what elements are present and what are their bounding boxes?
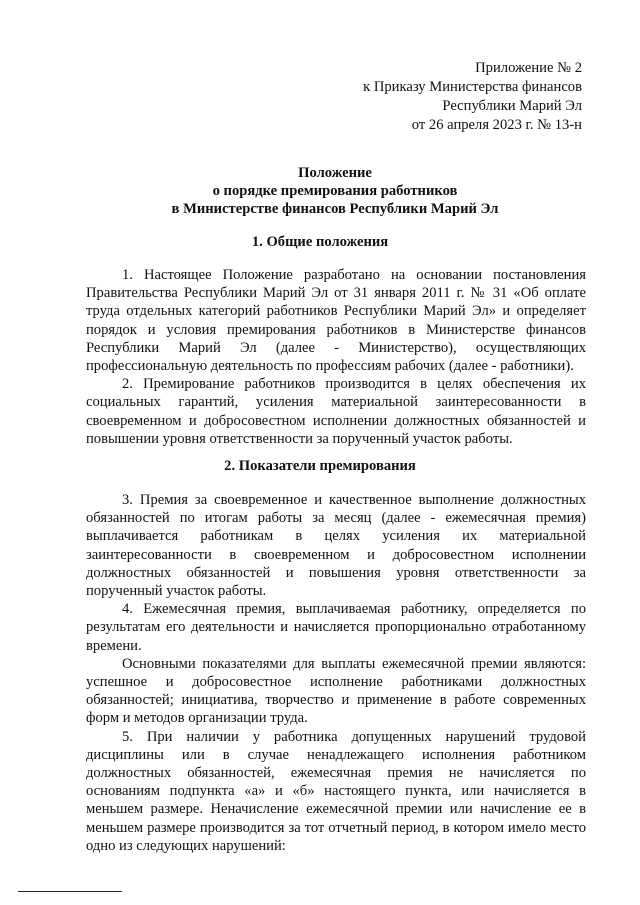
appendix-line: Республики Марий Эл — [442, 98, 582, 114]
paragraph: 1. Настоящее Положение разработано на основании постановления Правительства Республики Марий Эл от 31 января 2011 г. № 31 «Об оплате труда отдельных категорий работников Республики Марий Эл» и определяет порядок и условия премирования работников в Министерстве финансов Республики Марий Эл (далее - Министерство), осуществляющих профессиональную деятельность по профессиям рабочих (далее - работники). — [86, 267, 586, 375]
footnote-separator — [18, 891, 122, 892]
section-heading-general: 1. Общие положения — [251, 234, 389, 250]
document-title — [0, 164, 640, 218]
section-heading-bonus-indicators: 2. Показатели премирования — [224, 458, 416, 474]
section-body-general — [86, 266, 586, 448]
appendix-line: к Приказу Министерства финансов — [363, 79, 582, 95]
paragraph: 3. Премия за своевременное и качественное выполнение должностных обязанностей по итогам работы за месяц (далее - ежемесячная премия) выплачивается работникам в целях усиления их материальной заинтересованности в своевременном и добросовестном исполнении должностных обязанностей и повышения уровня ответственности за порученный участок работы. — [86, 492, 586, 600]
appendix-block — [363, 59, 582, 135]
title-line: в Министерстве финансов Республики Марий Эл — [171, 201, 499, 217]
paragraph: 2. Премирование работников производится в целях обеспечения их социальных гарантий, усиления материальной заинтересованности в своевременном и добросовестном исполнении должностных обязанностей и повышении уровня ответственности за порученный участок работы. — [86, 376, 586, 447]
appendix-line: от 26 апреля 2023 г. № 13-н — [411, 117, 582, 133]
section-body-bonus-indicators — [86, 491, 586, 855]
paragraph: 5. При наличии у работника допущенных нарушений трудовой дисциплины или в случае ненадлежащего исполнения работником должностных обязанностей, ежемесячная премия не начисляется по основаниям подпункта «а» и «б» настоящего пункта, или начисляется в меньшем размере. Неначисление ежемесячной премии или начисление ее в меньшем размере производится за тот отчетный период, в котором имело место одно из следующих нарушений: — [86, 728, 586, 854]
title-line: Положение — [298, 165, 372, 181]
appendix-line: Приложение № 2 — [475, 60, 582, 76]
title-line: о порядке премирования работников — [212, 183, 458, 199]
paragraph: Основными показателями для выплаты ежемесячной премии являются: успешное и добросовестное исполнение работниками должностных обязанностей; инициатива, творчество и применение в работе современных форм и методов организации труда. — [86, 655, 586, 727]
paragraph: 4. Ежемесячная премия, выплачиваемая работнику, определяется по результатам его деятельности и начисляется пропорционально отработанному времени. — [86, 601, 586, 654]
